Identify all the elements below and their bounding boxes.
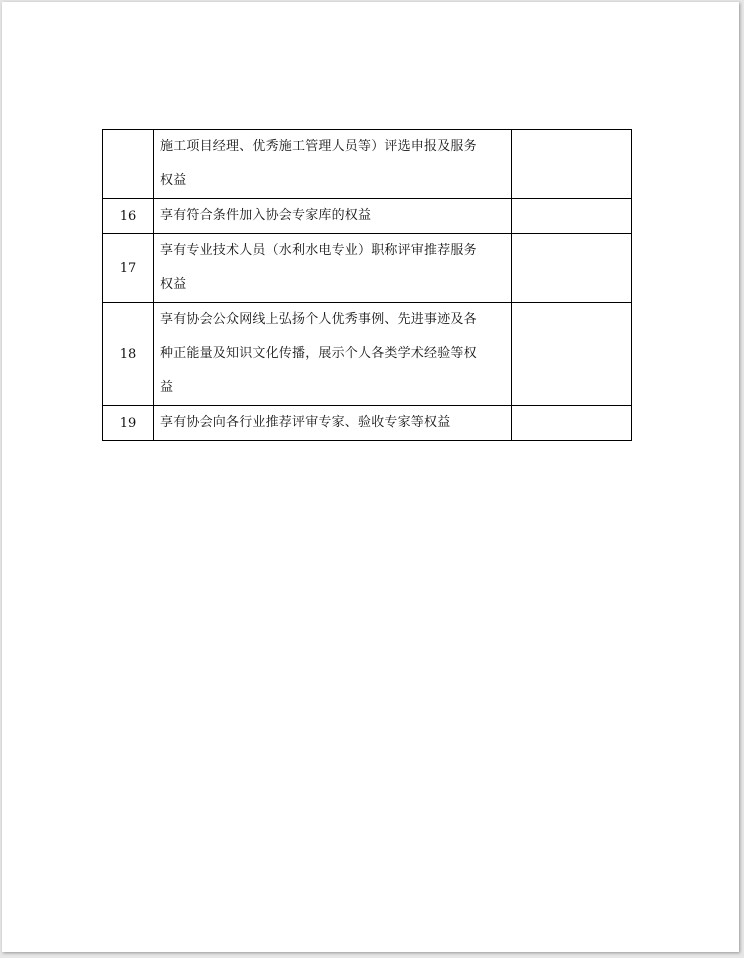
description-line: 权益 — [160, 277, 187, 292]
description-line: 种正能量及知识文化传播，展示个人各类学术经验等权 — [160, 346, 477, 361]
document-page — [2, 2, 739, 952]
table-row — [103, 303, 632, 406]
right-description — [154, 199, 512, 234]
table-row — [103, 130, 632, 199]
blank-cell — [512, 234, 632, 303]
row-number: 19 — [103, 406, 154, 441]
description-line: 施工项目经理、优秀施工管理人员等）评选申报及服务 — [160, 139, 477, 154]
description-line: 享有协会公众网线上弘扬个人优秀事例、先进事迹及各 — [160, 312, 477, 327]
blank-cell — [512, 303, 632, 406]
table-row — [103, 234, 632, 303]
description-line: 享有协会向各行业推荐评审专家、验收专家等权益 — [160, 415, 451, 430]
member-rights-table — [102, 129, 632, 441]
right-description — [154, 234, 512, 303]
description-line: 权益 — [160, 173, 187, 188]
right-description — [154, 130, 512, 199]
description-line: 益 — [160, 380, 174, 395]
description-line: 享有专业技术人员（水利水电专业）职称评审推荐服务 — [160, 243, 477, 258]
table-row — [103, 199, 632, 234]
description-line: 享有符合条件加入协会专家库的权益 — [160, 208, 372, 223]
blank-cell — [512, 406, 632, 441]
row-number — [103, 130, 154, 199]
right-description — [154, 406, 512, 441]
row-number: 18 — [103, 303, 154, 406]
row-number: 17 — [103, 234, 154, 303]
row-number: 16 — [103, 199, 154, 234]
table-row — [103, 406, 632, 441]
blank-cell — [512, 199, 632, 234]
blank-cell — [512, 130, 632, 199]
right-description — [154, 303, 512, 406]
